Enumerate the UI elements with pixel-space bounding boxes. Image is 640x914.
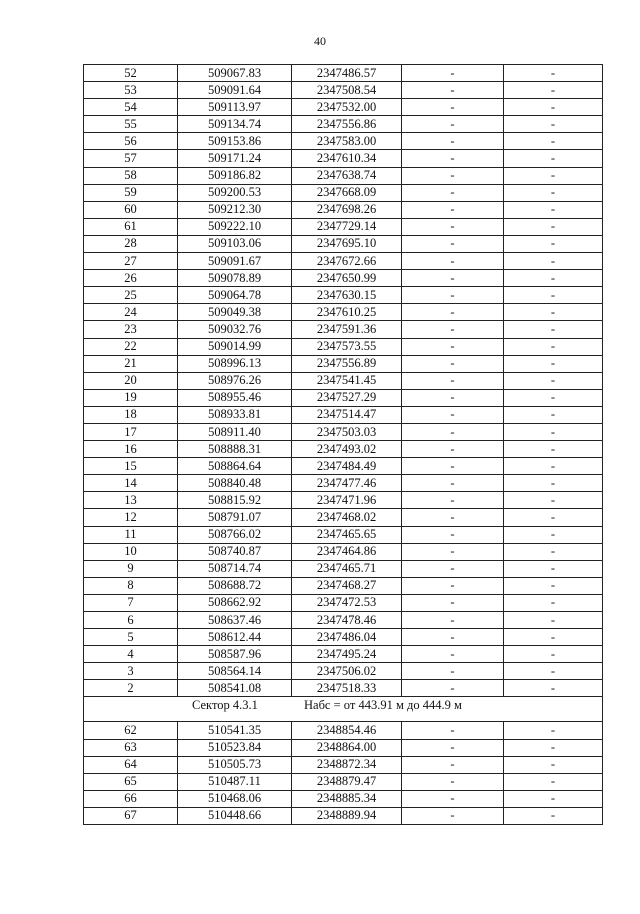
height-from-cell: - xyxy=(402,133,504,150)
x-coordinate-cell: 508888.31 xyxy=(178,441,292,458)
height-to-cell: - xyxy=(504,680,603,697)
point-number-cell: 54 xyxy=(84,99,178,116)
point-number-cell: 67 xyxy=(84,807,178,824)
y-coordinate-cell: 2347486.57 xyxy=(292,65,402,82)
point-number-cell: 12 xyxy=(84,509,178,526)
x-coordinate-cell: 509222.10 xyxy=(178,218,292,235)
x-coordinate-cell: 509186.82 xyxy=(178,167,292,184)
y-coordinate-cell: 2347503.03 xyxy=(292,423,402,440)
table-row xyxy=(84,492,603,509)
height-from-cell: - xyxy=(402,116,504,133)
x-coordinate-cell: 509171.24 xyxy=(178,150,292,167)
height-to-cell: - xyxy=(504,99,603,116)
point-number-cell: 66 xyxy=(84,790,178,807)
height-from-cell: - xyxy=(402,577,504,594)
x-coordinate-cell: 508587.96 xyxy=(178,646,292,663)
table-row xyxy=(84,406,603,423)
height-to-cell: - xyxy=(504,629,603,646)
y-coordinate-cell: 2347591.36 xyxy=(292,321,402,338)
height-to-cell: - xyxy=(504,807,603,824)
y-coordinate-cell: 2347672.66 xyxy=(292,253,402,270)
y-coordinate-cell: 2347698.26 xyxy=(292,201,402,218)
height-from-cell: - xyxy=(402,355,504,372)
height-to-cell: - xyxy=(504,722,603,739)
table-row xyxy=(84,526,603,543)
y-coordinate-cell: 2347610.25 xyxy=(292,304,402,321)
height-to-cell: - xyxy=(504,133,603,150)
point-number-cell: 19 xyxy=(84,389,178,406)
height-from-cell: - xyxy=(402,475,504,492)
x-coordinate-cell: 508637.46 xyxy=(178,612,292,629)
table-body-sector xyxy=(84,697,603,722)
y-coordinate-cell: 2347472.53 xyxy=(292,594,402,611)
height-from-cell: - xyxy=(402,458,504,475)
point-number-cell: 7 xyxy=(84,594,178,611)
height-to-cell: - xyxy=(504,218,603,235)
point-number-cell: 11 xyxy=(84,526,178,543)
x-coordinate-cell: 508612.44 xyxy=(178,629,292,646)
y-coordinate-cell: 2347493.02 xyxy=(292,441,402,458)
height-from-cell: - xyxy=(402,646,504,663)
y-coordinate-cell: 2347556.86 xyxy=(292,116,402,133)
x-coordinate-cell: 508815.92 xyxy=(178,492,292,509)
height-to-cell: - xyxy=(504,287,603,304)
point-number-cell: 62 xyxy=(84,722,178,739)
y-coordinate-cell: 2347695.10 xyxy=(292,235,402,252)
height-to-cell: - xyxy=(504,65,603,82)
x-coordinate-cell: 509014.99 xyxy=(178,338,292,355)
point-number-cell: 8 xyxy=(84,577,178,594)
x-coordinate-cell: 509153.86 xyxy=(178,133,292,150)
table-row xyxy=(84,372,603,389)
x-coordinate-cell: 508740.87 xyxy=(178,543,292,560)
height-from-cell: - xyxy=(402,526,504,543)
y-coordinate-cell: 2347477.46 xyxy=(292,475,402,492)
table-row xyxy=(84,304,603,321)
table-row xyxy=(84,441,603,458)
table-row xyxy=(84,560,603,577)
height-to-cell: - xyxy=(504,612,603,629)
table-row xyxy=(84,150,603,167)
height-from-cell: - xyxy=(402,287,504,304)
point-number-cell: 26 xyxy=(84,270,178,287)
point-number-cell: 61 xyxy=(84,218,178,235)
y-coordinate-cell: 2348854.46 xyxy=(292,722,402,739)
height-from-cell: - xyxy=(402,492,504,509)
table-row xyxy=(84,680,603,697)
point-number-cell: 22 xyxy=(84,338,178,355)
table-row xyxy=(84,577,603,594)
table-row xyxy=(84,646,603,663)
height-from-cell: - xyxy=(402,773,504,790)
y-coordinate-cell: 2347508.54 xyxy=(292,82,402,99)
height-from-cell: - xyxy=(402,321,504,338)
height-to-cell: - xyxy=(504,201,603,218)
height-from-cell: - xyxy=(402,372,504,389)
height-from-cell: - xyxy=(402,304,504,321)
point-number-cell: 20 xyxy=(84,372,178,389)
height-from-cell: - xyxy=(402,756,504,773)
point-number-cell: 23 xyxy=(84,321,178,338)
table-row xyxy=(84,594,603,611)
point-number-cell: 25 xyxy=(84,287,178,304)
x-coordinate-cell: 509049.38 xyxy=(178,304,292,321)
height-to-cell: - xyxy=(504,338,603,355)
table-row xyxy=(84,184,603,201)
table-row xyxy=(84,629,603,646)
y-coordinate-cell: 2347650.99 xyxy=(292,270,402,287)
point-number-cell: 6 xyxy=(84,612,178,629)
table-row xyxy=(84,612,603,629)
point-number-cell: 27 xyxy=(84,253,178,270)
x-coordinate-cell: 509134.74 xyxy=(178,116,292,133)
table-row xyxy=(84,475,603,492)
x-coordinate-cell: 510505.73 xyxy=(178,756,292,773)
x-coordinate-cell: 509067.83 xyxy=(178,65,292,82)
height-to-cell: - xyxy=(504,321,603,338)
table-body-upper xyxy=(84,65,603,697)
height-from-cell: - xyxy=(402,543,504,560)
height-from-cell: - xyxy=(402,790,504,807)
height-to-cell: - xyxy=(504,543,603,560)
table-row xyxy=(84,287,603,304)
x-coordinate-cell: 509091.67 xyxy=(178,253,292,270)
height-from-cell: - xyxy=(402,663,504,680)
y-coordinate-cell: 2347541.45 xyxy=(292,372,402,389)
point-number-cell: 21 xyxy=(84,355,178,372)
table-row xyxy=(84,82,603,99)
height-to-cell: - xyxy=(504,646,603,663)
height-to-cell: - xyxy=(504,253,603,270)
height-to-cell: - xyxy=(504,526,603,543)
table-row xyxy=(84,218,603,235)
y-coordinate-cell: 2347514.47 xyxy=(292,406,402,423)
x-coordinate-cell: 509103.06 xyxy=(178,235,292,252)
sector-height-range: Набс = от 443.91 м до 444.9 м xyxy=(304,698,462,713)
height-from-cell: - xyxy=(402,65,504,82)
table-row xyxy=(84,116,603,133)
height-from-cell: - xyxy=(402,253,504,270)
height-to-cell: - xyxy=(504,577,603,594)
table-row xyxy=(84,338,603,355)
point-number-cell: 15 xyxy=(84,458,178,475)
table-row xyxy=(84,509,603,526)
x-coordinate-cell: 508688.72 xyxy=(178,577,292,594)
height-to-cell: - xyxy=(504,663,603,680)
point-number-cell: 10 xyxy=(84,543,178,560)
point-number-cell: 3 xyxy=(84,663,178,680)
y-coordinate-cell: 2347468.27 xyxy=(292,577,402,594)
height-to-cell: - xyxy=(504,116,603,133)
y-coordinate-cell: 2347729.14 xyxy=(292,218,402,235)
height-to-cell: - xyxy=(504,270,603,287)
x-coordinate-cell: 509212.30 xyxy=(178,201,292,218)
x-coordinate-cell: 508714.74 xyxy=(178,560,292,577)
height-from-cell: - xyxy=(402,739,504,756)
table-row xyxy=(84,65,603,82)
point-number-cell: 63 xyxy=(84,739,178,756)
x-coordinate-cell: 509032.76 xyxy=(178,321,292,338)
table-row xyxy=(84,99,603,116)
coordinates-table xyxy=(83,64,603,825)
x-coordinate-cell: 510448.66 xyxy=(178,807,292,824)
table-row xyxy=(84,321,603,338)
x-coordinate-cell: 509064.78 xyxy=(178,287,292,304)
table-row xyxy=(84,133,603,150)
y-coordinate-cell: 2347527.29 xyxy=(292,389,402,406)
point-number-cell: 9 xyxy=(84,560,178,577)
height-to-cell: - xyxy=(504,560,603,577)
y-coordinate-cell: 2347478.46 xyxy=(292,612,402,629)
table-row xyxy=(84,167,603,184)
y-coordinate-cell: 2348864.00 xyxy=(292,739,402,756)
y-coordinate-cell: 2348872.34 xyxy=(292,756,402,773)
height-from-cell: - xyxy=(402,406,504,423)
y-coordinate-cell: 2347465.65 xyxy=(292,526,402,543)
y-coordinate-cell: 2347556.89 xyxy=(292,355,402,372)
point-number-cell: 4 xyxy=(84,646,178,663)
y-coordinate-cell: 2348889.94 xyxy=(292,807,402,824)
sector-cell xyxy=(84,697,603,722)
height-from-cell: - xyxy=(402,338,504,355)
x-coordinate-cell: 508955.46 xyxy=(178,389,292,406)
height-to-cell: - xyxy=(504,82,603,99)
height-to-cell: - xyxy=(504,167,603,184)
height-from-cell: - xyxy=(402,201,504,218)
x-coordinate-cell: 508933.81 xyxy=(178,406,292,423)
height-from-cell: - xyxy=(402,167,504,184)
point-number-cell: 16 xyxy=(84,441,178,458)
point-number-cell: 28 xyxy=(84,235,178,252)
table-row xyxy=(84,270,603,287)
point-number-cell: 52 xyxy=(84,65,178,82)
height-from-cell: - xyxy=(402,509,504,526)
height-from-cell: - xyxy=(402,722,504,739)
table-row xyxy=(84,423,603,440)
x-coordinate-cell: 508864.64 xyxy=(178,458,292,475)
table-row xyxy=(84,739,603,756)
y-coordinate-cell: 2347630.15 xyxy=(292,287,402,304)
x-coordinate-cell: 510487.11 xyxy=(178,773,292,790)
table-row xyxy=(84,790,603,807)
y-coordinate-cell: 2347668.09 xyxy=(292,184,402,201)
height-to-cell: - xyxy=(504,406,603,423)
point-number-cell: 57 xyxy=(84,150,178,167)
table-row xyxy=(84,201,603,218)
page-number: 40 xyxy=(314,34,326,48)
x-coordinate-cell: 509078.89 xyxy=(178,270,292,287)
height-to-cell: - xyxy=(504,509,603,526)
x-coordinate-cell: 510541.35 xyxy=(178,722,292,739)
y-coordinate-cell: 2348879.47 xyxy=(292,773,402,790)
x-coordinate-cell: 508911.40 xyxy=(178,423,292,440)
height-to-cell: - xyxy=(504,184,603,201)
x-coordinate-cell: 508791.07 xyxy=(178,509,292,526)
height-to-cell: - xyxy=(504,773,603,790)
x-coordinate-cell: 510523.84 xyxy=(178,739,292,756)
point-number-cell: 2 xyxy=(84,680,178,697)
point-number-cell: 17 xyxy=(84,423,178,440)
point-number-cell: 55 xyxy=(84,116,178,133)
height-to-cell: - xyxy=(504,389,603,406)
y-coordinate-cell: 2347506.02 xyxy=(292,663,402,680)
table-row xyxy=(84,756,603,773)
height-to-cell: - xyxy=(504,594,603,611)
height-from-cell: - xyxy=(402,82,504,99)
y-coordinate-cell: 2347532.00 xyxy=(292,99,402,116)
height-to-cell: - xyxy=(504,355,603,372)
y-coordinate-cell: 2348885.34 xyxy=(292,790,402,807)
height-from-cell: - xyxy=(402,423,504,440)
point-number-cell: 24 xyxy=(84,304,178,321)
x-coordinate-cell: 508662.92 xyxy=(178,594,292,611)
height-to-cell: - xyxy=(504,235,603,252)
height-to-cell: - xyxy=(504,441,603,458)
height-to-cell: - xyxy=(504,739,603,756)
height-from-cell: - xyxy=(402,594,504,611)
height-to-cell: - xyxy=(504,790,603,807)
table-row xyxy=(84,722,603,739)
height-to-cell: - xyxy=(504,372,603,389)
table-row xyxy=(84,807,603,824)
height-to-cell: - xyxy=(504,756,603,773)
table-row xyxy=(84,355,603,372)
point-number-cell: 59 xyxy=(84,184,178,201)
x-coordinate-cell: 509200.53 xyxy=(178,184,292,201)
point-number-cell: 60 xyxy=(84,201,178,218)
point-number-cell: 13 xyxy=(84,492,178,509)
x-coordinate-cell: 508996.13 xyxy=(178,355,292,372)
y-coordinate-cell: 2347465.71 xyxy=(292,560,402,577)
point-number-cell: 5 xyxy=(84,629,178,646)
height-from-cell: - xyxy=(402,218,504,235)
table-row xyxy=(84,458,603,475)
height-from-cell: - xyxy=(402,150,504,167)
height-to-cell: - xyxy=(504,492,603,509)
height-from-cell: - xyxy=(402,99,504,116)
height-from-cell: - xyxy=(402,629,504,646)
sector-name: Сектор 4.3.1 xyxy=(192,698,258,713)
y-coordinate-cell: 2347610.34 xyxy=(292,150,402,167)
table-row xyxy=(84,663,603,680)
height-from-cell: - xyxy=(402,560,504,577)
y-coordinate-cell: 2347583.00 xyxy=(292,133,402,150)
table-body-lower xyxy=(84,722,603,825)
height-from-cell: - xyxy=(402,270,504,287)
point-number-cell: 64 xyxy=(84,756,178,773)
height-from-cell: - xyxy=(402,441,504,458)
sector-row xyxy=(84,697,603,722)
table-row xyxy=(84,389,603,406)
x-coordinate-cell: 509113.97 xyxy=(178,99,292,116)
y-coordinate-cell: 2347471.96 xyxy=(292,492,402,509)
height-to-cell: - xyxy=(504,304,603,321)
table-row xyxy=(84,235,603,252)
height-from-cell: - xyxy=(402,184,504,201)
point-number-cell: 65 xyxy=(84,773,178,790)
y-coordinate-cell: 2347486.04 xyxy=(292,629,402,646)
point-number-cell: 58 xyxy=(84,167,178,184)
point-number-cell: 53 xyxy=(84,82,178,99)
x-coordinate-cell: 508564.14 xyxy=(178,663,292,680)
y-coordinate-cell: 2347638.74 xyxy=(292,167,402,184)
x-coordinate-cell: 508541.08 xyxy=(178,680,292,697)
height-from-cell: - xyxy=(402,235,504,252)
y-coordinate-cell: 2347495.24 xyxy=(292,646,402,663)
x-coordinate-cell: 510468.06 xyxy=(178,790,292,807)
height-from-cell: - xyxy=(402,389,504,406)
height-to-cell: - xyxy=(504,475,603,492)
table-row xyxy=(84,543,603,560)
x-coordinate-cell: 508976.26 xyxy=(178,372,292,389)
y-coordinate-cell: 2347468.02 xyxy=(292,509,402,526)
height-from-cell: - xyxy=(402,807,504,824)
height-to-cell: - xyxy=(504,150,603,167)
height-from-cell: - xyxy=(402,680,504,697)
height-to-cell: - xyxy=(504,423,603,440)
x-coordinate-cell: 509091.64 xyxy=(178,82,292,99)
table-row xyxy=(84,253,603,270)
y-coordinate-cell: 2347518.33 xyxy=(292,680,402,697)
height-to-cell: - xyxy=(504,458,603,475)
y-coordinate-cell: 2347464.86 xyxy=(292,543,402,560)
y-coordinate-cell: 2347573.55 xyxy=(292,338,402,355)
point-number-cell: 14 xyxy=(84,475,178,492)
height-from-cell: - xyxy=(402,612,504,629)
x-coordinate-cell: 508766.02 xyxy=(178,526,292,543)
point-number-cell: 56 xyxy=(84,133,178,150)
point-number-cell: 18 xyxy=(84,406,178,423)
table-row xyxy=(84,773,603,790)
y-coordinate-cell: 2347484.49 xyxy=(292,458,402,475)
x-coordinate-cell: 508840.48 xyxy=(178,475,292,492)
